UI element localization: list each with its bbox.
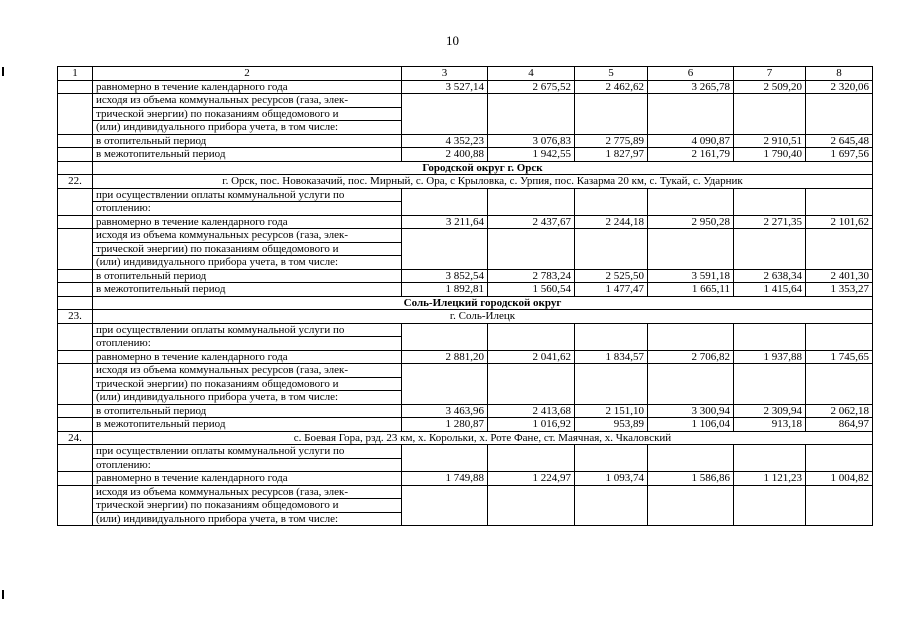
table-row xyxy=(58,323,873,337)
row-number-cell xyxy=(58,485,93,526)
row-label-cell: (или) индивидуального прибора учета, в том числе: xyxy=(93,256,402,270)
section-number-cell xyxy=(58,296,93,310)
header-cell: 3 xyxy=(402,67,488,81)
value-cell xyxy=(488,94,575,135)
value-cell xyxy=(734,229,806,270)
header-cell: 1 xyxy=(58,67,93,81)
locality-number: 23. xyxy=(58,310,93,324)
row-label-cell: отоплению: xyxy=(93,458,402,472)
row-number-cell xyxy=(58,188,93,215)
value-cell xyxy=(575,323,648,350)
locality-row xyxy=(58,175,873,189)
value-cell: 1 093,74 xyxy=(575,472,648,486)
value-cell: 3 300,94 xyxy=(648,404,734,418)
row-label-cell: трической энергии) по показаниям общедомового и xyxy=(93,242,402,256)
row-label-cell: трической энергии) по показаниям общедомового и xyxy=(93,377,402,391)
value-cell: 3 463,96 xyxy=(402,404,488,418)
row-label-cell: равномерно в течение календарного года xyxy=(93,350,402,364)
value-cell: 1 280,87 xyxy=(402,418,488,432)
row-label-cell: в отопительный период xyxy=(93,269,402,283)
value-cell: 1 106,04 xyxy=(648,418,734,432)
value-cell: 2 320,06 xyxy=(806,80,873,94)
value-cell: 1 477,47 xyxy=(575,283,648,297)
value-cell: 1 745,65 xyxy=(806,350,873,364)
row-label-cell: в межотопительный период xyxy=(93,283,402,297)
row-label-cell: отоплению: xyxy=(93,202,402,216)
value-cell xyxy=(734,485,806,526)
row-label-cell: (или) индивидуального прибора учета, в том числе: xyxy=(93,391,402,405)
row-label-cell: в межотопительный период xyxy=(93,148,402,162)
value-cell: 2 638,34 xyxy=(734,269,806,283)
row-label-cell: при осуществлении оплаты коммунальной услуги по xyxy=(93,445,402,459)
value-cell: 3 211,64 xyxy=(402,215,488,229)
header-cell: 4 xyxy=(488,67,575,81)
value-cell xyxy=(575,94,648,135)
value-cell: 2 400,88 xyxy=(402,148,488,162)
section-title: Городской округ г. Орск xyxy=(93,161,873,175)
value-cell: 1 415,64 xyxy=(734,283,806,297)
value-cell: 2 101,62 xyxy=(806,215,873,229)
value-cell xyxy=(648,188,734,215)
value-cell: 1 016,92 xyxy=(488,418,575,432)
value-cell: 2 675,52 xyxy=(488,80,575,94)
value-cell: 1 586,86 xyxy=(648,472,734,486)
value-cell: 3 591,18 xyxy=(648,269,734,283)
value-cell: 1 353,27 xyxy=(806,283,873,297)
table-row xyxy=(58,229,873,243)
value-cell: 953,89 xyxy=(575,418,648,432)
locality-number: 24. xyxy=(58,431,93,445)
value-cell: 2 645,48 xyxy=(806,134,873,148)
row-label-cell: (или) индивидуального прибора учета, в том числе: xyxy=(93,121,402,135)
value-cell xyxy=(575,485,648,526)
value-cell xyxy=(402,188,488,215)
value-cell: 2 881,20 xyxy=(402,350,488,364)
row-number-cell xyxy=(58,472,93,486)
value-cell xyxy=(806,94,873,135)
row-label-cell: исходя из объема коммунальных ресурсов (газа, элек- xyxy=(93,94,402,108)
value-cell: 1 834,57 xyxy=(575,350,648,364)
value-cell: 2 910,51 xyxy=(734,134,806,148)
locality-row xyxy=(58,310,873,324)
row-number-cell xyxy=(58,229,93,270)
value-cell: 2 161,79 xyxy=(648,148,734,162)
value-cell xyxy=(648,364,734,405)
row-label-cell: при осуществлении оплаты коммунальной услуги по xyxy=(93,323,402,337)
table-row xyxy=(58,215,873,229)
row-number-cell xyxy=(58,283,93,297)
value-cell xyxy=(806,364,873,405)
table-row xyxy=(58,472,873,486)
value-cell xyxy=(734,364,806,405)
row-number-cell xyxy=(58,148,93,162)
value-cell: 3 076,83 xyxy=(488,134,575,148)
value-cell: 3 265,78 xyxy=(648,80,734,94)
value-cell xyxy=(734,445,806,472)
page-number: 10 xyxy=(446,33,459,48)
value-cell: 2 401,30 xyxy=(806,269,873,283)
row-label-cell: равномерно в течение календарного года xyxy=(93,472,402,486)
edge-mark-bottom xyxy=(2,590,4,599)
row-label-cell: в межотопительный период xyxy=(93,418,402,432)
row-number-cell xyxy=(58,404,93,418)
value-cell: 1 224,97 xyxy=(488,472,575,486)
value-cell: 2 783,24 xyxy=(488,269,575,283)
table-row xyxy=(58,80,873,94)
table-row xyxy=(58,404,873,418)
table-row xyxy=(58,148,873,162)
value-cell: 913,18 xyxy=(734,418,806,432)
value-cell: 2 062,18 xyxy=(806,404,873,418)
header-cell: 6 xyxy=(648,67,734,81)
row-number-cell xyxy=(58,323,93,350)
row-number-cell xyxy=(58,364,93,405)
table-row xyxy=(58,269,873,283)
row-label-cell: исходя из объема коммунальных ресурсов (газа, элек- xyxy=(93,364,402,378)
value-cell xyxy=(648,445,734,472)
value-cell: 2 462,62 xyxy=(575,80,648,94)
value-cell xyxy=(806,323,873,350)
value-cell: 2 244,18 xyxy=(575,215,648,229)
value-cell: 3 527,14 xyxy=(402,80,488,94)
value-cell: 1 749,88 xyxy=(402,472,488,486)
value-cell xyxy=(402,364,488,405)
value-cell: 2 413,68 xyxy=(488,404,575,418)
value-cell xyxy=(402,229,488,270)
value-cell: 864,97 xyxy=(806,418,873,432)
value-cell xyxy=(402,445,488,472)
row-label-cell: исходя из объема коммунальных ресурсов (газа, элек- xyxy=(93,229,402,243)
row-label-cell: в отопительный период xyxy=(93,134,402,148)
value-cell xyxy=(648,485,734,526)
value-cell: 2 525,50 xyxy=(575,269,648,283)
value-cell: 1 697,56 xyxy=(806,148,873,162)
tariff-table xyxy=(57,66,873,526)
value-cell xyxy=(648,94,734,135)
value-cell: 2 950,28 xyxy=(648,215,734,229)
section-row xyxy=(58,161,873,175)
value-cell xyxy=(806,445,873,472)
table-row xyxy=(58,283,873,297)
locality-number: 22. xyxy=(58,175,93,189)
value-cell: 4 090,87 xyxy=(648,134,734,148)
row-label-cell: исходя из объема коммунальных ресурсов (газа, элек- xyxy=(93,485,402,499)
edge-mark-top xyxy=(2,67,4,76)
header-cell: 8 xyxy=(806,67,873,81)
row-label-cell: трической энергии) по показаниям общедомового и xyxy=(93,499,402,513)
header-row xyxy=(58,67,873,81)
value-cell: 1 892,81 xyxy=(402,283,488,297)
value-cell xyxy=(488,364,575,405)
value-cell: 1 560,54 xyxy=(488,283,575,297)
header-cell: 2 xyxy=(93,67,402,81)
value-cell: 3 852,54 xyxy=(402,269,488,283)
row-label-cell: отоплению: xyxy=(93,337,402,351)
value-cell xyxy=(488,445,575,472)
value-cell xyxy=(575,229,648,270)
value-cell xyxy=(402,485,488,526)
row-label-cell: при осуществлении оплаты коммунальной услуги по xyxy=(93,188,402,202)
value-cell xyxy=(648,229,734,270)
header-cell: 5 xyxy=(575,67,648,81)
row-number-cell xyxy=(58,418,93,432)
table-row xyxy=(58,445,873,459)
value-cell xyxy=(402,323,488,350)
value-cell xyxy=(402,94,488,135)
row-number-cell xyxy=(58,269,93,283)
value-cell: 1 827,97 xyxy=(575,148,648,162)
value-cell: 2 041,62 xyxy=(488,350,575,364)
section-row xyxy=(58,296,873,310)
value-cell: 2 775,89 xyxy=(575,134,648,148)
value-cell xyxy=(575,188,648,215)
table-row xyxy=(58,94,873,108)
row-number-cell xyxy=(58,94,93,135)
value-cell xyxy=(648,323,734,350)
locality-title: г. Соль-Илецк xyxy=(93,310,873,324)
value-cell: 1 004,82 xyxy=(806,472,873,486)
value-cell: 1 665,11 xyxy=(648,283,734,297)
value-cell: 4 352,23 xyxy=(402,134,488,148)
table-row xyxy=(58,350,873,364)
value-cell: 2 271,35 xyxy=(734,215,806,229)
value-cell xyxy=(806,485,873,526)
value-cell: 1 121,23 xyxy=(734,472,806,486)
table-row xyxy=(58,418,873,432)
table-row xyxy=(58,134,873,148)
value-cell: 2 437,67 xyxy=(488,215,575,229)
value-cell xyxy=(806,229,873,270)
value-cell: 1 790,40 xyxy=(734,148,806,162)
table-row xyxy=(58,188,873,202)
value-cell xyxy=(734,94,806,135)
locality-title: с. Боевая Гора, рзд. 23 км, х. Корольки, х. Роте Фане, ст. Маячная, х. Чкаловский xyxy=(93,431,873,445)
value-cell: 2 706,82 xyxy=(648,350,734,364)
value-cell xyxy=(488,323,575,350)
row-number-cell xyxy=(58,350,93,364)
value-cell xyxy=(806,188,873,215)
value-cell: 2 309,94 xyxy=(734,404,806,418)
locality-title: г. Орск, пос. Новоказачий, пос. Мирный, с. Ора, с Крыловка, с. Урпия, пос. Казарма 20 км, с. Тукай, с. Ударник xyxy=(93,175,873,189)
value-cell: 2 151,10 xyxy=(575,404,648,418)
value-cell: 1 937,88 xyxy=(734,350,806,364)
section-number-cell xyxy=(58,161,93,175)
value-cell xyxy=(488,188,575,215)
value-cell: 1 942,55 xyxy=(488,148,575,162)
value-cell xyxy=(488,229,575,270)
locality-row xyxy=(58,431,873,445)
row-label-cell: равномерно в течение календарного года xyxy=(93,80,402,94)
row-label-cell: равномерно в течение календарного года xyxy=(93,215,402,229)
value-cell xyxy=(734,323,806,350)
value-cell xyxy=(734,188,806,215)
value-cell xyxy=(575,445,648,472)
row-number-cell xyxy=(58,445,93,472)
value-cell xyxy=(575,364,648,405)
row-label-cell: (или) индивидуального прибора учета, в том числе: xyxy=(93,512,402,526)
row-number-cell xyxy=(58,215,93,229)
row-label-cell: трической энергии) по показаниям общедомового и xyxy=(93,107,402,121)
row-number-cell xyxy=(58,134,93,148)
value-cell: 2 509,20 xyxy=(734,80,806,94)
section-title: Соль-Илецкий городской округ xyxy=(93,296,873,310)
table-body xyxy=(58,67,873,526)
table-row xyxy=(58,364,873,378)
row-label-cell: в отопительный период xyxy=(93,404,402,418)
row-number-cell xyxy=(58,80,93,94)
value-cell xyxy=(488,485,575,526)
table-row xyxy=(58,485,873,499)
header-cell: 7 xyxy=(734,67,806,81)
